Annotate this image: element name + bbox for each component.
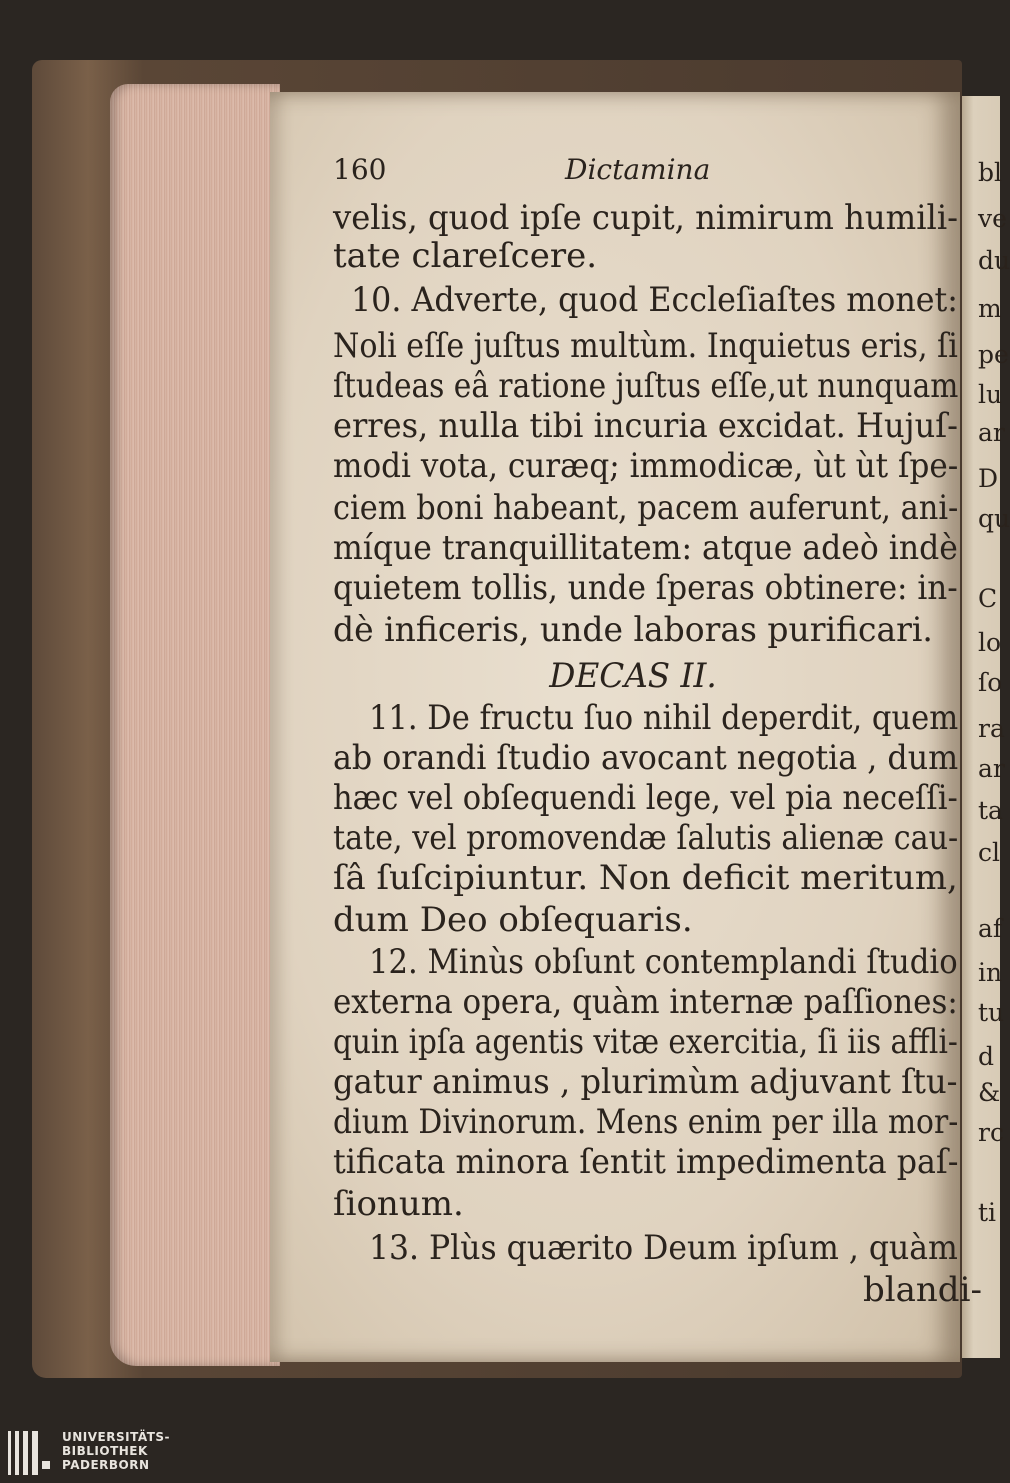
next-page-letter: lu <box>978 380 1003 409</box>
text-line: míque tranquillitatem: atque adeò indè <box>333 528 958 568</box>
text-line: quin ipſa agentis vitæ exercitia, ſi iis affli- <box>333 1022 958 1062</box>
next-page-letter: bl <box>978 158 1002 187</box>
text-line: 10. Adverte, quod Eccleſiaſtes monet: <box>351 280 958 320</box>
next-page-letter: qu <box>978 504 1010 533</box>
next-page-letter: ar <box>978 418 1005 447</box>
text-line: ciem boni habeant, pacem auferunt, ani- <box>333 488 959 528</box>
next-page-letter: af <box>978 914 1003 943</box>
library-logo-icon <box>8 1431 54 1475</box>
next-page-letter: ar <box>978 754 1005 783</box>
text-line: hæc vel obſequendi lege, vel pia neceſſi- <box>333 778 958 818</box>
next-page-letter: rc <box>978 1118 1004 1147</box>
next-page-letter: D <box>978 464 999 493</box>
library-name-line2: BIBLIOTHEK <box>62 1444 148 1458</box>
next-page-letter: pe <box>978 340 1009 369</box>
next-page-letter: ve <box>978 204 1007 233</box>
running-head-title: Dictamina <box>565 153 711 186</box>
next-page-letter: lo <box>978 628 1002 657</box>
text-line: gatur animus , plurimùm adjuvant ſtu- <box>333 1062 958 1102</box>
page-fore-edge <box>110 84 280 1366</box>
text-line: 12. Minùs obſunt contemplandi ſtudio <box>369 942 958 982</box>
next-page-letter: ſo <box>978 668 1003 697</box>
next-page-letter: in <box>978 958 1003 987</box>
text-line: quietem tollis, unde ſperas obtinere: in- <box>333 568 958 608</box>
next-page-letter: C <box>978 584 998 613</box>
page-number: 160 <box>333 153 387 186</box>
text-line: ſionum. <box>333 1184 464 1224</box>
text-line: dè inficeris, unde laboras purificari. <box>333 610 933 650</box>
next-page-letter: & <box>978 1078 1001 1107</box>
library-name-line1: UNIVERSITÄTS- <box>62 1430 171 1444</box>
text-line: ſâ ſuſcipiuntur. Non deficit meritum, <box>333 858 958 898</box>
next-page-letter: ta <box>978 796 1003 825</box>
section-heading: DECAS II. <box>549 656 717 696</box>
text-line: 13. Plùs quærito Deum ipſum , quàm <box>369 1228 958 1268</box>
text-line: velis, quod ipſe cupit, nimirum humili- <box>333 198 959 238</box>
text-line: tate, vel promovendæ ſalutis alienæ cau- <box>333 818 959 858</box>
text-line: ab orandi ſtudio avocant negotia , dum <box>333 738 959 778</box>
text-line: dium Divinorum. Mens enim per illa mor- <box>333 1102 959 1142</box>
text-line: Noli eſſe juſtus multùm. Inquietus eris, ſi <box>333 326 958 366</box>
next-page-letter: ti <box>978 1198 997 1227</box>
next-page-letter: du <box>978 246 1010 275</box>
next-page-letter: m <box>978 294 1002 323</box>
next-page-letter: cl <box>978 838 1000 867</box>
text-line: modi vota, curæq; immodicæ, ùt ùt ſpe- <box>333 446 959 486</box>
text-line: blandi- <box>863 1270 982 1310</box>
text-line: tificata minora ſentit impedimenta paſ- <box>333 1142 959 1182</box>
text-line: tate clareſcere. <box>333 236 598 276</box>
text-line: dum Deo obſequaris. <box>333 900 693 940</box>
library-name <box>62 1430 170 1472</box>
text-line: ſtudeas eâ ratione juſtus eſſe,ut nunquam <box>333 366 959 406</box>
text-line: externa opera, quàm internæ paſſiones: <box>333 982 958 1022</box>
next-page-letter: ra <box>978 714 1005 743</box>
next-page-letter: d <box>978 1042 995 1071</box>
text-line: 11. De fructu ſuo nihil deperdit, quem <box>369 698 959 738</box>
next-page-letter: tu <box>978 998 1005 1027</box>
library-name-line3: PADERBORN <box>62 1458 150 1472</box>
text-line: erres, nulla tibi incuria excidat. Hujuſ- <box>333 406 958 446</box>
